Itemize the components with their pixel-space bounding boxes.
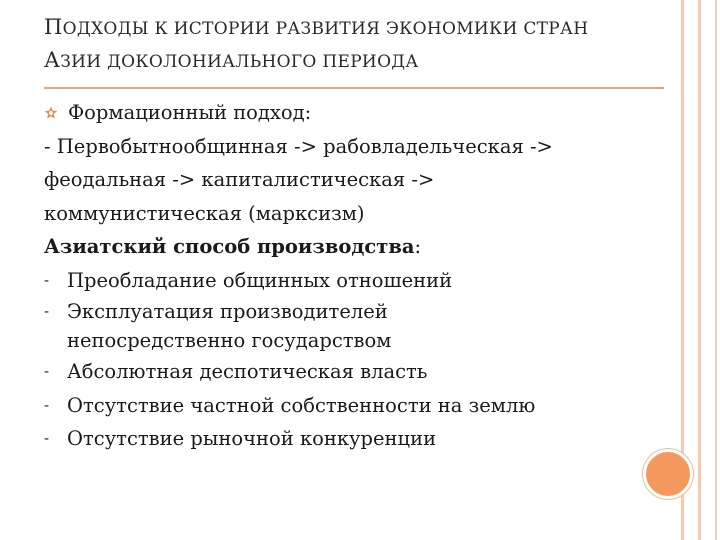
side-rule (715, 0, 717, 540)
title-divider (44, 87, 664, 89)
title-text: ЗИИ ДОКОЛОНИАЛЬНОГО ПЕРИОДА (60, 52, 419, 72)
dash-marker: - (44, 395, 50, 414)
formation-line: феодальная -> капиталистическая -> (44, 168, 435, 191)
formation-line: - Первобытнообщинная -> рабовладельческая -> (44, 134, 553, 158)
list-item-text: Отсутствие рыночной конкуренции (67, 427, 437, 450)
dash-marker: - (44, 270, 50, 289)
dash-marker: - (44, 362, 50, 380)
side-rule (698, 0, 701, 540)
dash-marker: - (44, 429, 50, 447)
orange-circle-decoration (643, 449, 693, 499)
title-cap: П (44, 15, 63, 39)
list-item (44, 355, 674, 389)
list-item (44, 264, 674, 298)
list-item-text: Абсолютная деспотическая власть (67, 360, 428, 383)
list-item-text: непосредственно государством (67, 329, 392, 352)
list-item (44, 422, 674, 456)
slide-body (44, 96, 674, 456)
asian-heading-text: Азиатский способ производства (44, 235, 415, 258)
formation-heading (44, 96, 674, 130)
star-bullet-icon (44, 106, 58, 120)
formation-line: коммунистическая (марксизм) (44, 201, 365, 225)
title-line-2 (44, 45, 664, 78)
list-item-text: Эксплуатация производителей (67, 300, 388, 323)
list-item (44, 297, 674, 355)
title-text: ОДХОДЫ К ИСТОРИИ РАЗВИТИЯ ЭКОНОМИКИ СТРАН (62, 19, 589, 39)
asian-heading-colon: : (414, 235, 422, 258)
list-item (44, 389, 674, 423)
asian-heading (44, 230, 674, 264)
list-item-text: Отсутствие частной собственности на землю (67, 393, 536, 417)
slide-title (44, 12, 664, 78)
title-cap: А (44, 48, 61, 72)
dash-marker: - (44, 302, 50, 320)
formation-heading-text: Формационный подход: (68, 101, 312, 124)
list-item-text: Преобладание общинных отношений (67, 268, 453, 292)
title-line-1 (44, 12, 664, 45)
